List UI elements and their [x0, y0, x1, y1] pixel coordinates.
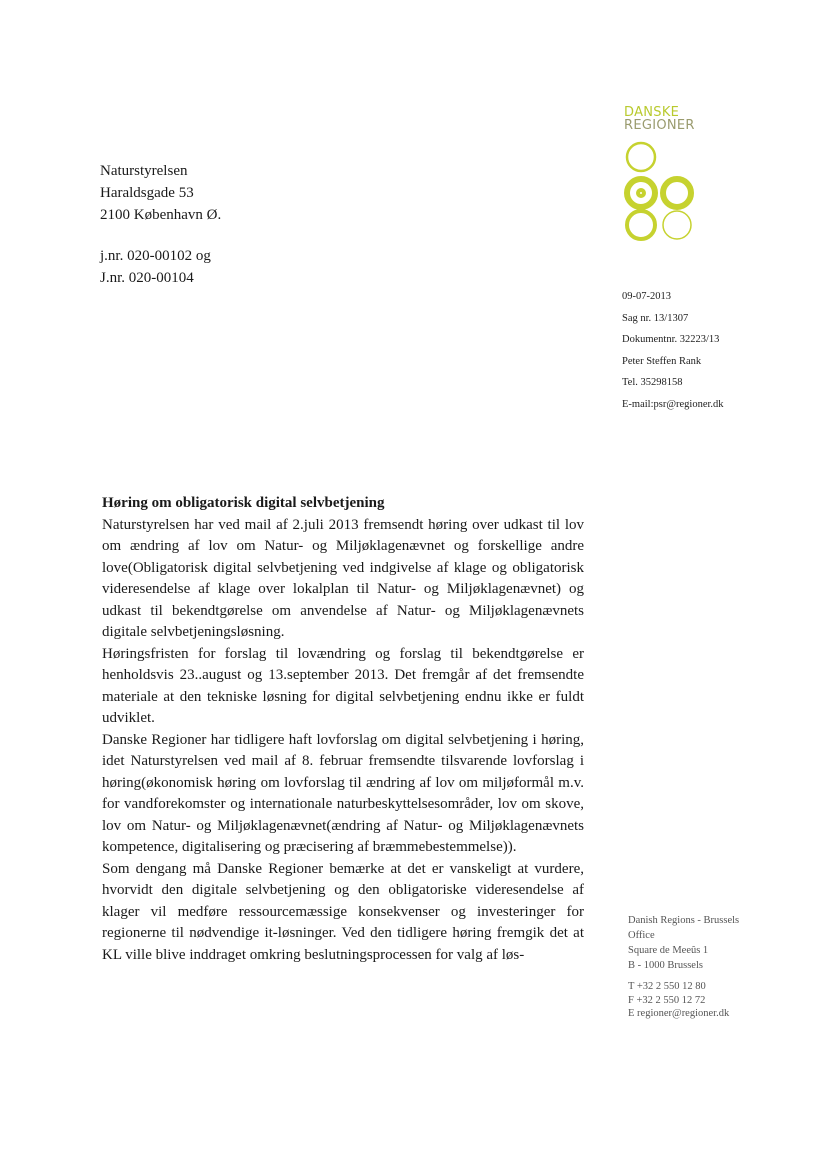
journal-references [100, 245, 211, 289]
recipient-street: Haraldsgade 53 [100, 185, 194, 201]
office-email: E regioner@regioner.dk [628, 1008, 730, 1019]
office-line: Square de Meeûs 1 [628, 945, 709, 956]
letter-heading: Høring om obligatorisk digital selvbetjening [102, 495, 385, 511]
office-fax: F +32 2 550 12 72 [628, 994, 706, 1006]
office-line: Office [628, 930, 655, 941]
office-line: B - 1000 Brussels [628, 960, 703, 971]
case-number: Sag nr. 13/1307 [622, 312, 689, 324]
logo-text-danske: DANSKE [624, 105, 680, 120]
danske-regioner-logo [624, 106, 714, 133]
journal-ref-1: j.nr. 020-00102 og [100, 248, 211, 264]
sender-phone: Tel. 35298158 [622, 377, 683, 389]
letter-paragraph: Som dengang må Danske Regioner bemærke at det er vanskeligt at vurdere, hvorvidt den digitale selvbetjening og den obligatoriske videresendelse af klager vil medføre ressourcemæssige konsekvenser og investeringer for regionerne til nødvendige it-løsninger. Ved den tidligere høring fremgik det at KL ville blive inddraget omkring beslutningsprocessen for valg af løs- [102, 860, 584, 963]
recipient-name: Naturstyrelsen [100, 163, 188, 179]
recipient-city: 2100 København Ø. [100, 207, 222, 223]
document-number: Dokumentnr. 32223/13 [622, 334, 720, 346]
office-phone: T +32 2 550 12 80 [628, 981, 706, 992]
letter-paragraph: Naturstyrelsen har ved mail af 2.juli 2013 fremsendt høring over udkast til lov om ændring af lov om Natur- og Miljøklagenævnet og forskellige andre love(Obligatorisk digital selvbetjening ved indgivelse af klage og obligatorisk videresendelse af klage over lokalplan til Natur- og Miljøklagenævnet) og udkast til bekendtgørelse om anvendelse af Natur- og Miljøklagenævnets digitale selvbetjeningsløsning. [102, 516, 584, 640]
logo-text-regioner: REGIONER [624, 118, 695, 133]
brussels-office-contact [628, 980, 729, 1021]
letter-date: 09-07-2013 [622, 291, 671, 302]
office-line: Danish Regions - Brussels [628, 915, 740, 926]
brussels-office-address [628, 913, 739, 973]
sender-name: Peter Steffen Rank [622, 355, 702, 367]
sender-email: E-mail:psr@regioner.dk [622, 398, 724, 410]
letter-body [102, 493, 584, 966]
letter-paragraph: Høringsfristen for forslag til lovændring og forslag til bekendtgørelse er henholdsvis 23..august og 13.september 2013. Det fremgår af det fremsendte materiale at den tekniske løsning for digital selvbetjening endnu ikke er fuldt udviklet. [102, 645, 584, 726]
letter-metadata [622, 286, 724, 416]
logo-rings-icon [624, 138, 708, 250]
recipient-address [100, 160, 221, 226]
journal-ref-2: J.nr. 020-00104 [100, 270, 194, 286]
letter-paragraph: Danske Regioner har tidligere haft lovforslag om digital selvbetjening i høring, idet Naturstyrelsen ved mail af 8. februar fremsendte tilsvarende lovforslag i høring(økonomisk høring om lovforslag til ændring af lov om miljøformål m.v. for vandforekomster og internationale naturbeskyttelsesområder, lov om skove, lov om Natur- og Miljøklagenævnet(ændring af Natur- og Miljøklagenævnets kompetence, digitalisering og præcisering af bræmmebestemmelse)). [102, 731, 584, 855]
